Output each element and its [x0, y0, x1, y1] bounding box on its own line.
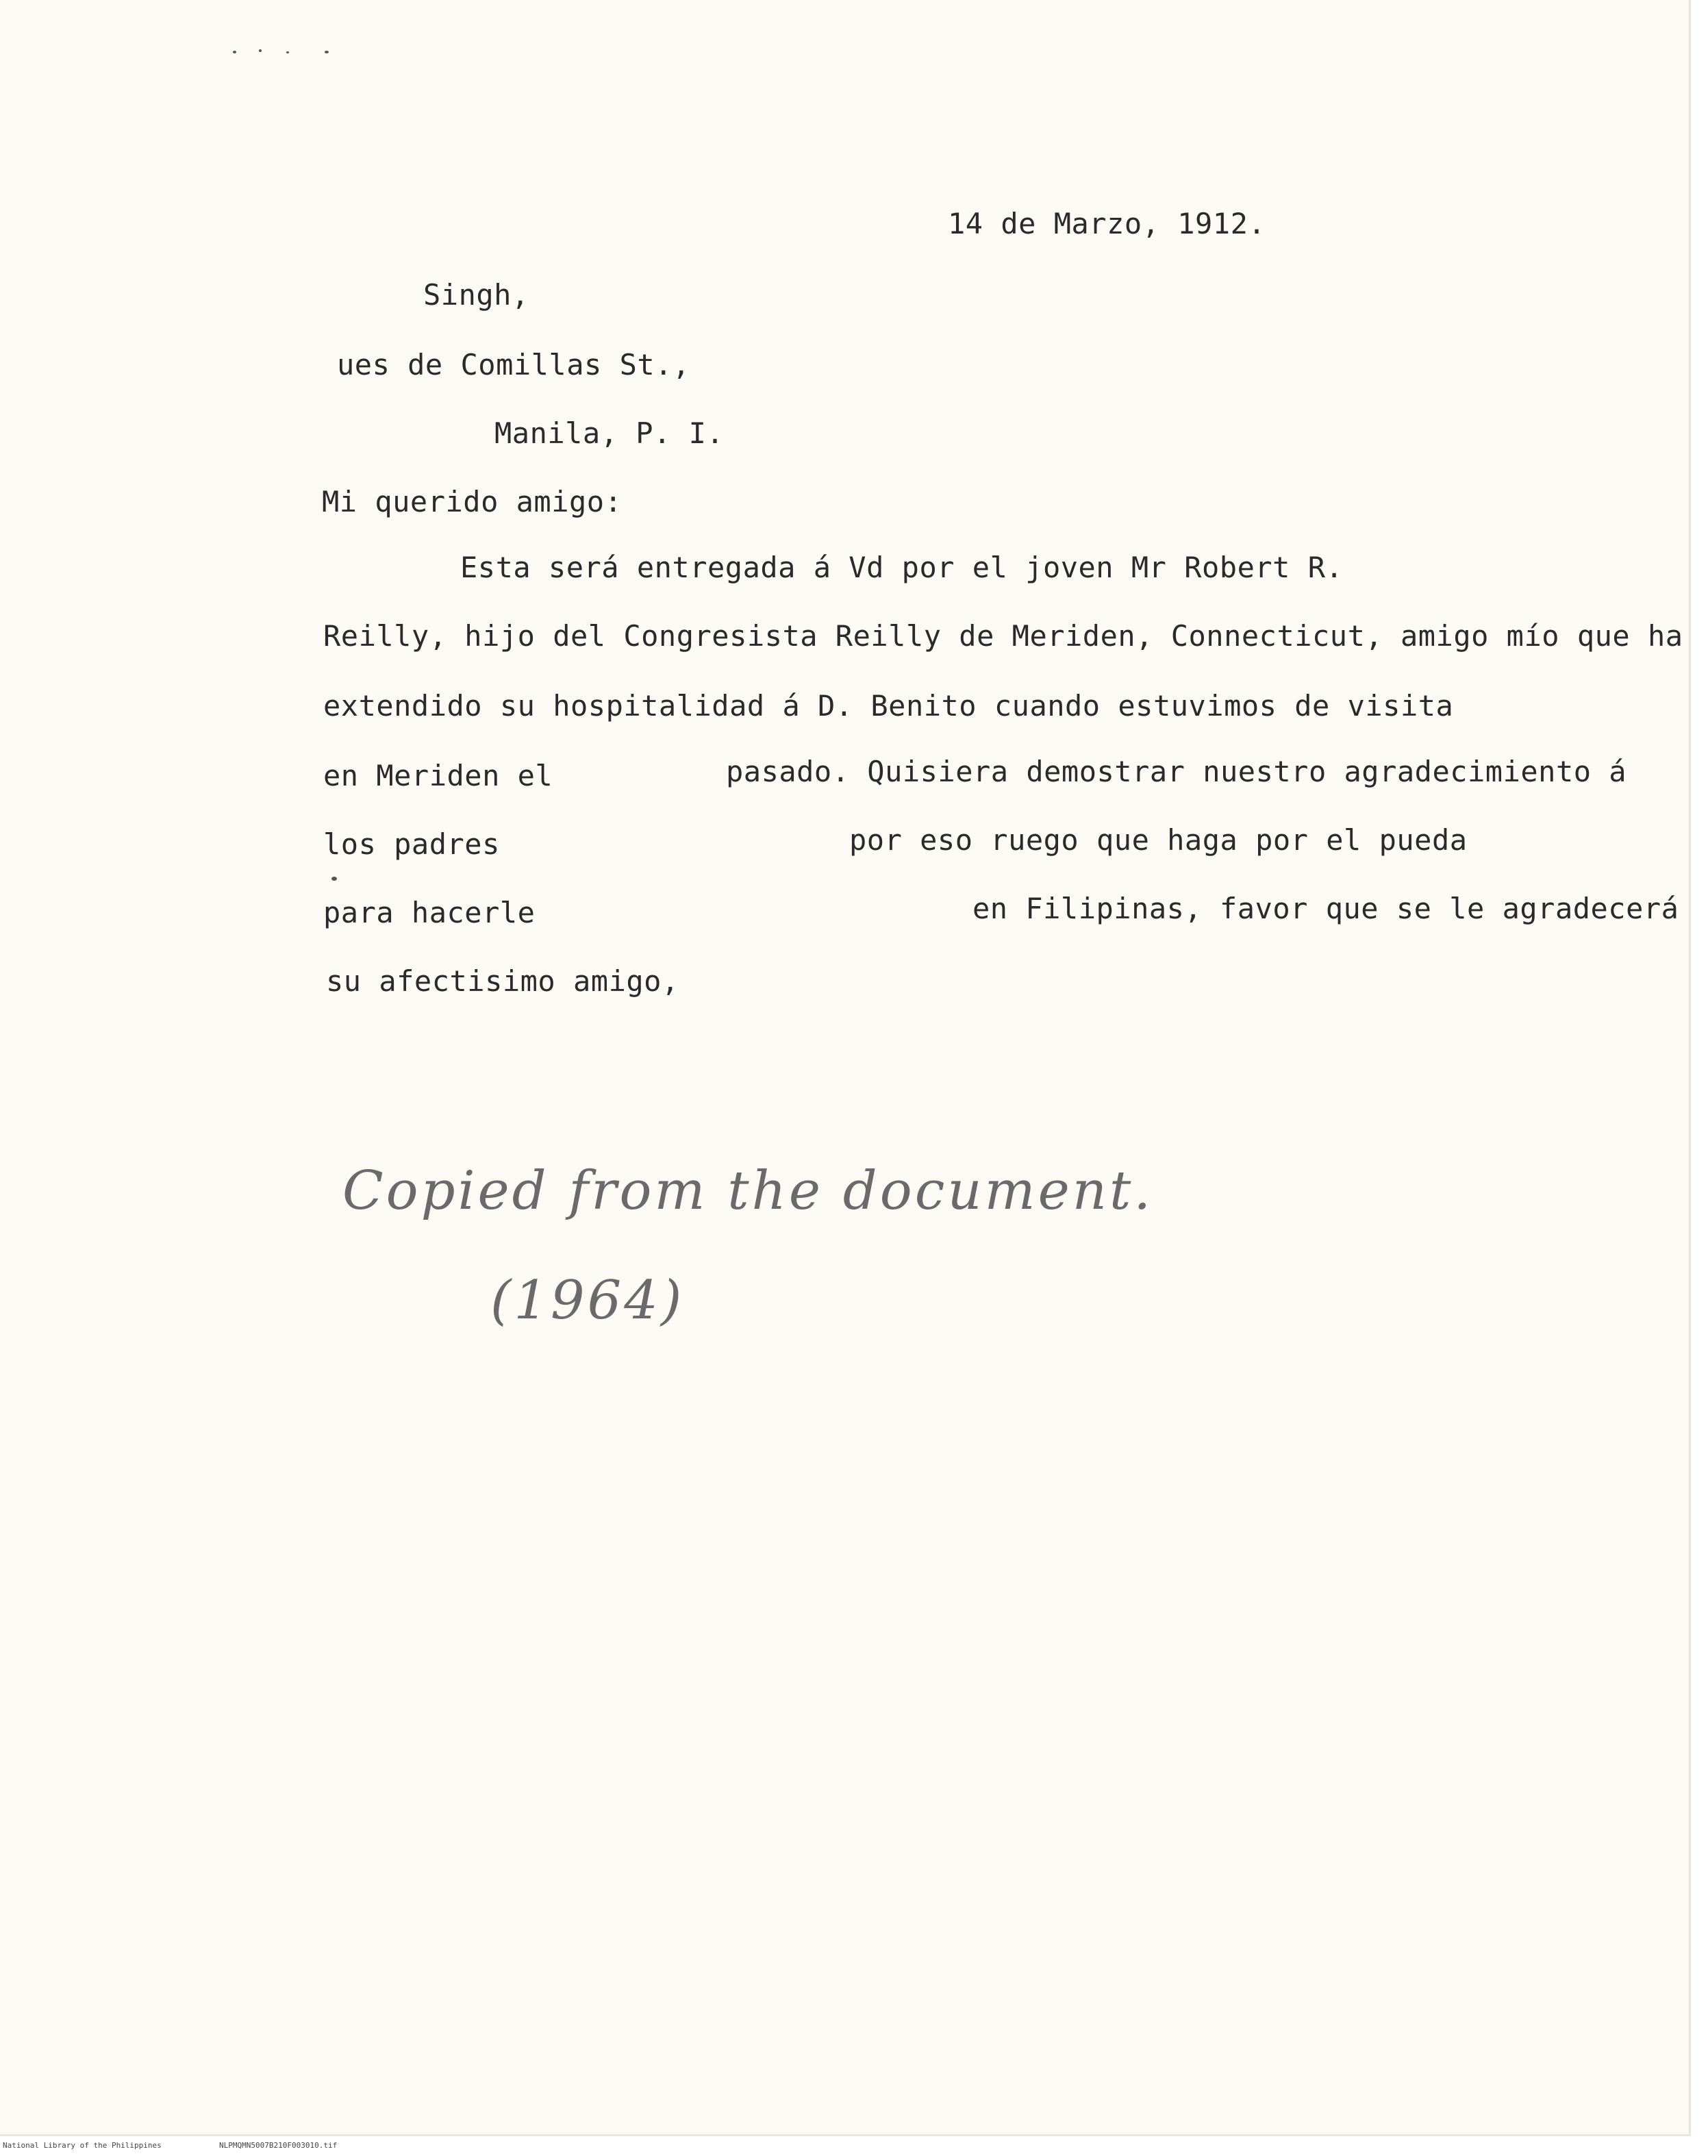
footer-filename: NLPMQMN5007B210F003010.tif [219, 2141, 338, 2150]
body-line-4-left: en Meriden el [323, 759, 553, 792]
recipient-city: Manila, P. I. [494, 416, 725, 450]
handwritten-year: (1964) [490, 1270, 685, 1331]
body-line-3: extendido su hospitalidad á D. Benito cuando estuvimos de visita [323, 689, 1454, 723]
recipient-street: ues de Comillas St., [337, 348, 690, 381]
salutation: Mi querido amigo: [322, 485, 623, 518]
scan-speck [331, 877, 337, 881]
body-line-6-left: para hacerle [323, 896, 536, 929]
body-line-6-right: en Filipinas, favor que se le agradecerá [972, 892, 1679, 925]
body-line-4-right: pasado. Quisiera demostrar nuestro agradecimiento á [726, 755, 1627, 788]
scan-speck [233, 51, 236, 53]
body-line-5-left: los padres [323, 827, 500, 861]
scan-speck [286, 51, 289, 53]
body-line-1: Esta será entregada á Vd por el joven Mr Robert R. [460, 551, 1344, 584]
closing: su afectisimo amigo, [326, 964, 679, 998]
body-line-5-right: por eso ruego que haga por el pueda [849, 823, 1468, 857]
scan-speck [325, 51, 329, 53]
body-line-2: Reilly, hijo del Congresista Reilly de Meriden, Connecticut, amigo mío que ha [323, 619, 1683, 653]
handwritten-note: Copied from the document. [342, 1160, 1154, 1222]
recipient-name: Singh, [423, 278, 529, 312]
scan-speck [259, 49, 262, 52]
footer-source: National Library of the Philippines [3, 2141, 162, 2150]
letter-date: 14 de Marzo, 1912. [948, 207, 1266, 240]
scan-footer [0, 2137, 1708, 2156]
